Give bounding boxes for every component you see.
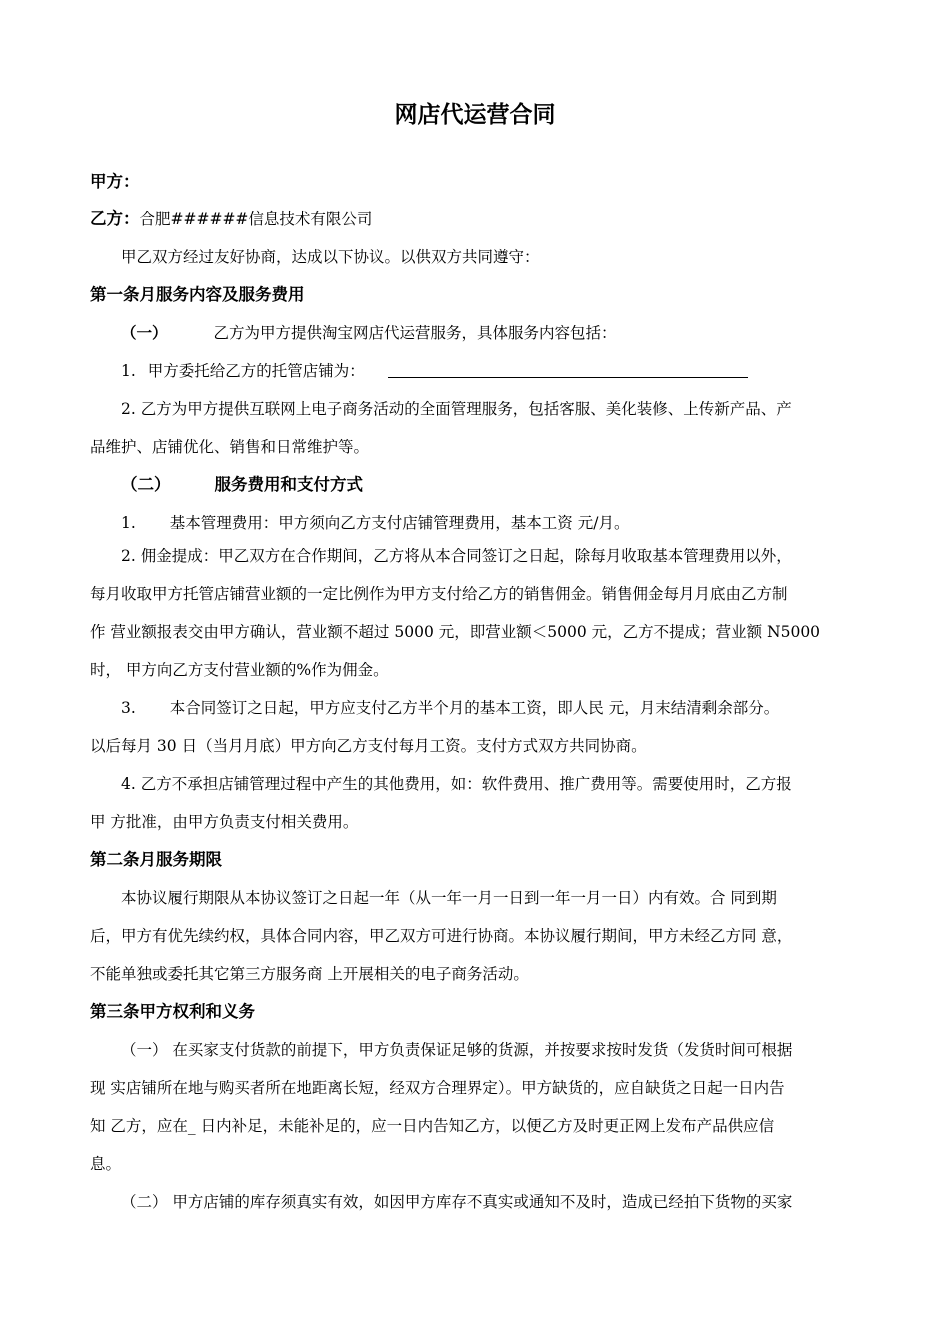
party-a-label: 甲方： (90, 172, 140, 191)
article3-sec1-line4: 息。 (90, 1155, 122, 1173)
item-text: 基本管理费用：甲方须向乙方支付店铺管理费用，基本工资 元/月。 (169, 514, 630, 532)
section-text: 乙方为甲方提供淘宝网店代运营服务，具体服务内容包括： (213, 324, 617, 342)
article1-item1 (121, 360, 870, 382)
item-text: 本合同签订之日起，甲方应支付乙方半个月的基本工资，即人民 元，月末结清剩余部分。 (169, 699, 780, 717)
item-number: 3. (121, 699, 136, 717)
party-b-label: 乙方： (90, 209, 140, 228)
article1-section1 (121, 322, 870, 344)
fee-item2-line3: 作 营业额报表交由甲方确认，营业额不超过 5000 元，即营业额＜5000 元，乙方不提成；营业额 N5000 (90, 623, 821, 641)
fee-item2-line4: 时， 甲方向乙方支付营业额的%作为佣金。 (90, 661, 389, 679)
article2-line3: 不能单独或委托其它第三方服务商 上开展相关的电子商务活动。 (90, 965, 529, 983)
article1-item2-line1: 2. 乙方为甲方提供互联网上电子商务活动的全面管理服务，包括客服、美化装修、上传新产品、产 (121, 400, 792, 418)
document-title: 网店代运营合同 (394, 102, 556, 128)
fee-item1 (121, 512, 870, 534)
section-number: （一） (121, 323, 168, 342)
intro-paragraph: 甲乙双方经过友好协商，达成以下协议。以供双方共同遵守： (121, 248, 540, 266)
article3-heading: 第三条甲方权利和义务 (90, 1002, 255, 1021)
article3-sec2-line1: （二） 甲方店铺的库存须真实有效，如因甲方库存不真实或通知不及时，造成已经拍下货物的买家 (121, 1193, 793, 1211)
fee-item4-line2: 甲 方批准，由甲方负责支付相关费用。 (90, 813, 359, 831)
store-name-blank (388, 377, 748, 378)
fee-item3-line2: 以后每月 30 日（当月月底）甲方向乙方支付每月工资。支付方式双方共同协商。 (90, 737, 647, 755)
section-number: （二） (121, 475, 171, 494)
article2-line2: 后，甲方有优先续约权，具体合同内容，甲乙双方可进行协商。本协议履行期间，甲方未经乙方同 意， (90, 927, 793, 945)
fee-item2-line1: 2. 佣金提成：甲乙双方在合作期间，乙方将从本合同签订之日起，除每月收取基本管理费用以外， (121, 547, 792, 565)
article1-heading: 第一条月服务内容及服务费用 (90, 285, 305, 304)
article3-sec1-line3: 知 乙方，应在_ 日内补足，未能补足的，应一日内告知乙方，以便乙方及时更正网上发布产品供应信 (90, 1117, 775, 1135)
fee-item2-line2: 每月收取甲方托管店铺营业额的一定比例作为甲方支付给乙方的销售佣金。销售佣金每月月底由乙方制 (90, 585, 788, 603)
item-text: 甲方委托给乙方的托管店铺为： (147, 362, 365, 380)
fee-item4-line1: 4. 乙方不承担店铺管理过程中产生的其他费用，如：软件费用、推广费用等。需要使用时，乙方报 (121, 775, 792, 793)
article2-heading: 第二条月服务期限 (90, 850, 222, 869)
section-title: 服务费用和支付方式 (214, 475, 363, 494)
article3-sec1-line2: 现 实店铺所在地与购买者所在地距离长短，经双方合理界定）。甲方缺货的，应自缺货之日起一日内告 (90, 1079, 785, 1097)
article1-section2 (121, 474, 870, 496)
party-b-name: 合肥######信息技术有限公司 (139, 210, 373, 228)
article1-item2-line2: 品维护、店铺优化、销售和日常维护等。 (90, 438, 370, 456)
item-number: 1. (121, 514, 136, 532)
party-b-line (90, 208, 870, 230)
article3-sec1-line1: （一） 在买家支付货款的前提下，甲方负责保证足够的货源，并按要求按时发货（发货时间可根据 (121, 1041, 793, 1059)
article2-line1: 本协议履行期限从本协议签订之日起一年（从一年一月一日到一年一月一日）内有效。合 同到期 (121, 889, 777, 907)
fee-item3-line1 (121, 697, 870, 719)
item-number: 1. (121, 362, 136, 380)
